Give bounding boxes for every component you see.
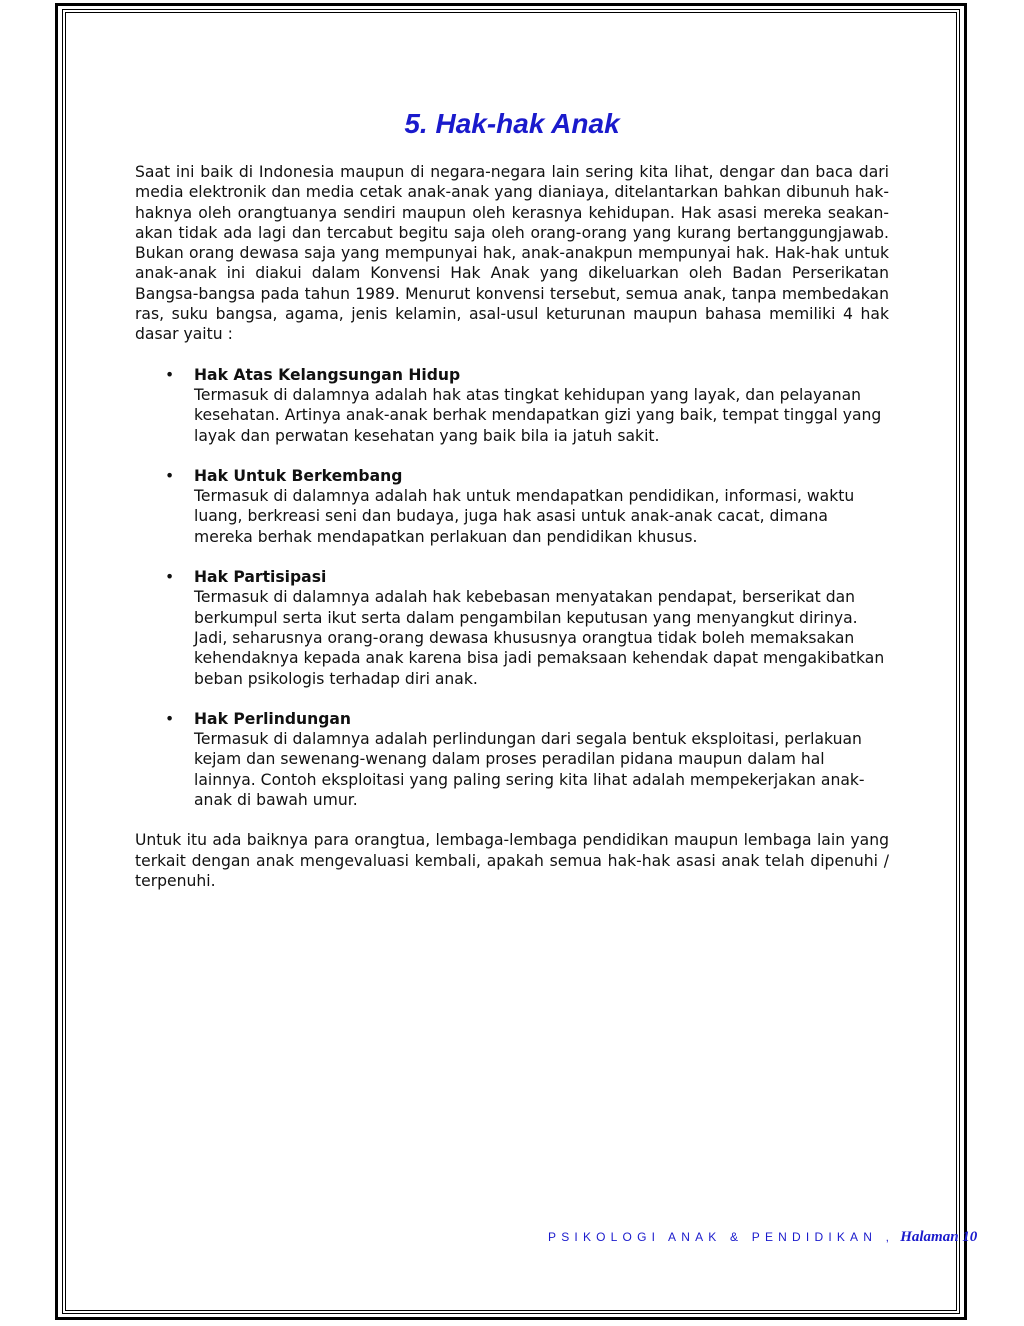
rights-list: [135, 365, 889, 811]
closing-paragraph: Untuk itu ada baiknya para orangtua, lembaga-lembaga pendidikan maupun lembaga lain yang terkait dengan anak mengevaluasi kembali, apakah semua hak-hak asasi anak telah dipenuhi / terpenuhi.: [135, 831, 889, 890]
page-title: 5. Hak-hak Anak: [404, 108, 620, 139]
list-item: [135, 709, 889, 810]
right-description: Termasuk di dalamnya adalah hak atas tingkat kehidupan yang layak, dan pelayanan kesehatan. Artinya anak-anak berhak mendapatkan gizi yang baik, tempat tinggal yang layak dan perwatan kesehatan yang baik bila ia jatuh sakit.: [194, 385, 882, 445]
bullet-icon: •: [165, 365, 175, 384]
list-item: [135, 567, 889, 689]
page-footer: [548, 1226, 978, 1246]
bullet-icon: •: [165, 568, 175, 587]
right-description: Termasuk di dalamnya adalah perlindungan dari segala bentuk eksploitasi, perlakuan kejam dan sewenang-wenang dalam proses peradilan pidana maupun dalam hal lainnya. Contoh eksploitasi yang paling sering kita lihat adalah mempekerjakan anak-anak di bawah umur.: [194, 730, 865, 810]
right-title: Hak Untuk Berkembang: [194, 466, 403, 485]
page-content: [135, 106, 889, 891]
right-title: Hak Partisipasi: [194, 568, 327, 587]
bullet-icon: •: [165, 709, 175, 728]
right-title: Hak Atas Kelangsungan Hidup: [194, 365, 461, 384]
right-description: Termasuk di dalamnya adalah hak kebebasan menyatakan pendapat, berserikat dan berkumpul serta ikut serta dalam pengambilan keputusan yang menyangkut dirinya. Jadi, seharusnya orang-orang dewasa khususnya orangtua tidak boleh memaksakan kehendaknya kepada anak karena bisa jadi pemaksaan kehendak dapat mengakibatkan beban psikologis terhadap diri anak.: [194, 588, 885, 688]
list-item: [135, 466, 889, 547]
right-description: Termasuk di dalamnya adalah hak untuk mendapatkan pendidikan, informasi, waktu luang, berkreasi seni dan budaya, juga hak asasi untuk anak-anak cacat, dimana mereka berhak mendapatkan perlakuan dan pendidikan khusus.: [194, 487, 855, 546]
bullet-icon: •: [165, 466, 175, 485]
list-item: [135, 365, 889, 446]
footer-book-title: PSIKOLOGI ANAK & PENDIDIKAN ,: [548, 1230, 895, 1244]
right-title: Hak Perlindungan: [194, 709, 352, 728]
footer-page-number: Halaman 10: [900, 1229, 978, 1245]
intro-paragraph: Saat ini baik di Indonesia maupun di negara-negara lain sering kita lihat, dengar dan baca dari media elektronik dan media cetak anak-anak yang dianiaya, ditelantarkan bahkan dibunuh hak-haknya oleh orangtuanya sendiri maupun oleh kerasnya kehidupan. Hak asasi mereka seakan-akan tidak ada lagi dan tercabut begitu saja oleh orang-orang yang kurang bertanggungjawab. Bukan orang dewasa saja yang mempunyai hak, anak-anakpun mempunyai hak. Hak-hak untuk anak-anak ini diakui dalam Konvensi Hak Anak yang dikeluarkan oleh Badan Perserikatan Bangsa-bangsa pada tahun 1989. Menurut konvensi tersebut, semua anak, tanpa membedakan ras, suku bangsa, agama, jenis kelamin, asal-usul keturunan maupun bahasa memiliki 4 hak dasar yaitu :: [135, 163, 889, 344]
